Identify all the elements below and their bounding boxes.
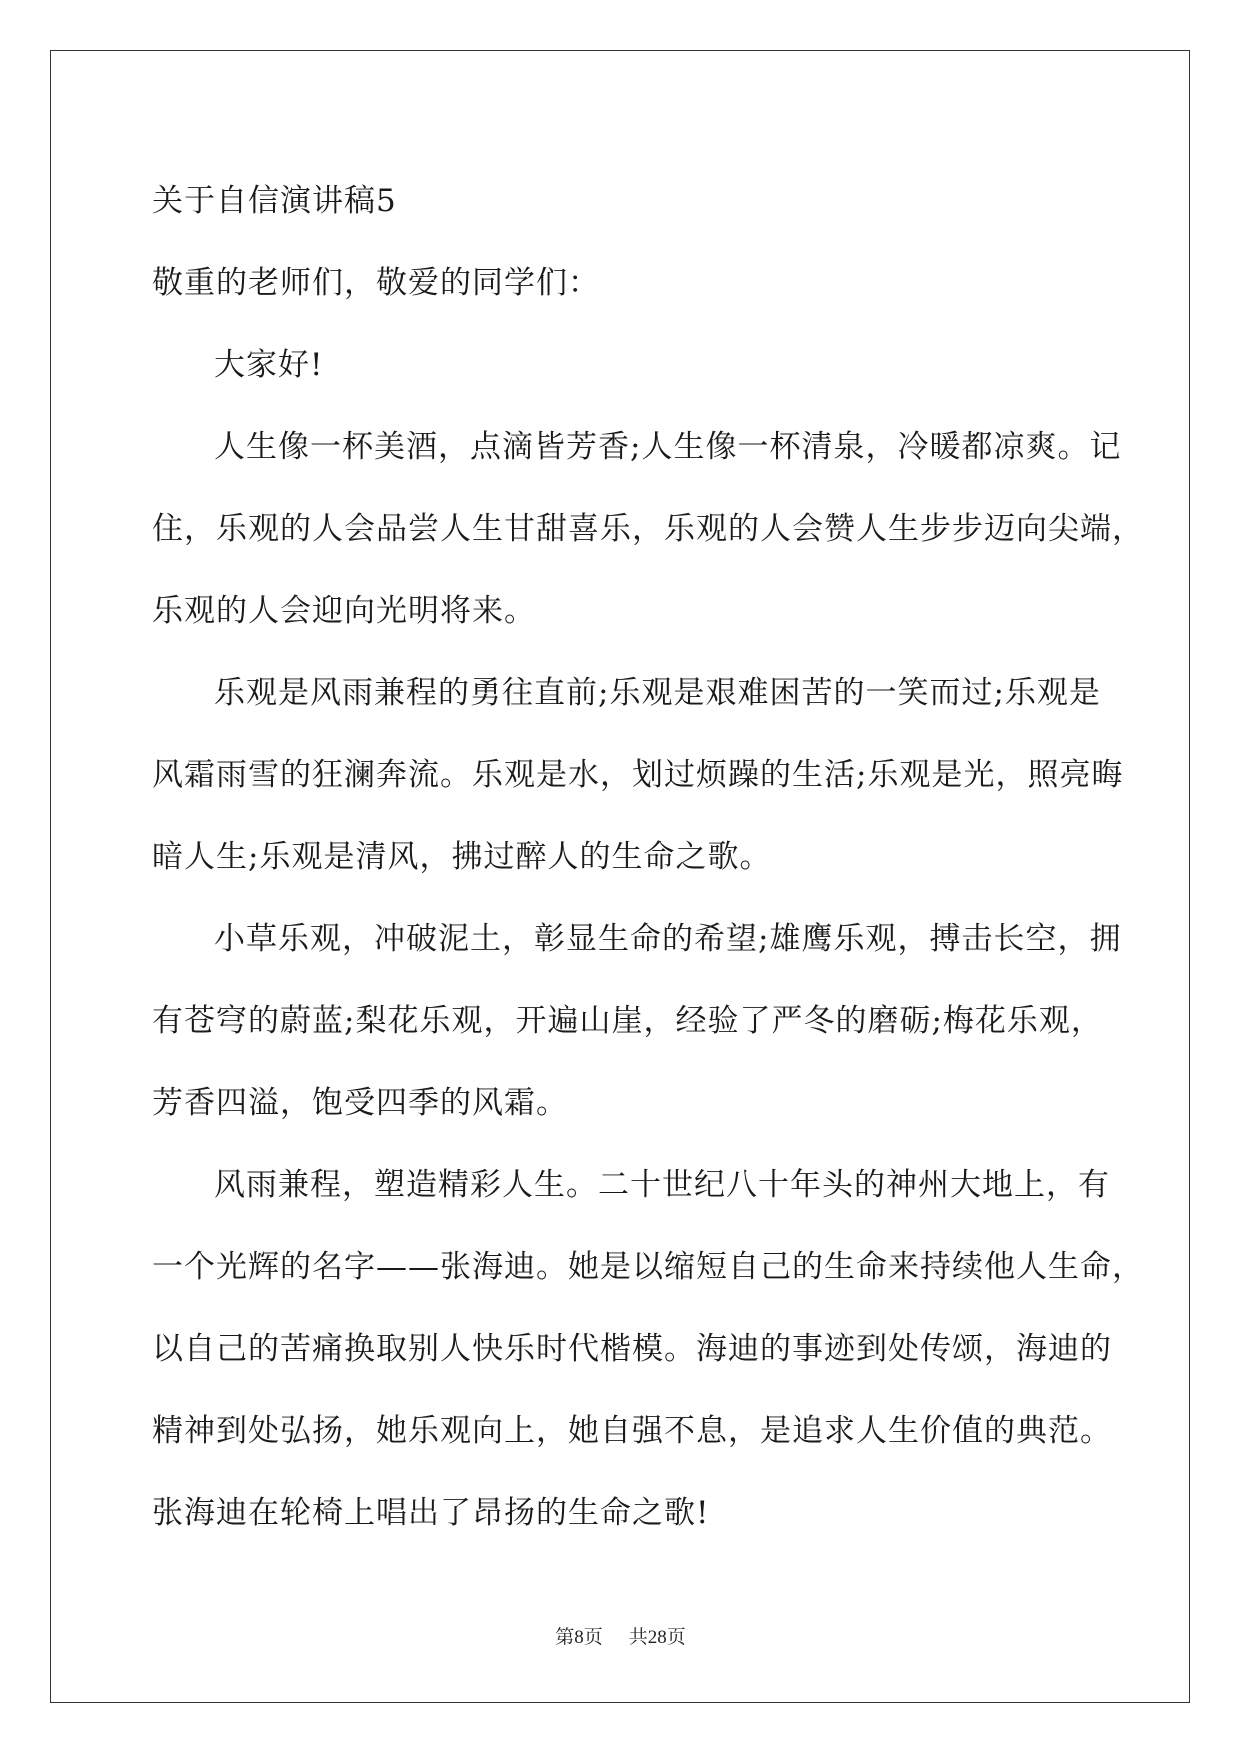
paragraph-line: 风雨兼程，塑造精彩人生。二十世纪八十年头的神州大地上，有: [214, 1167, 1110, 1203]
paragraph: [152, 1144, 1144, 1554]
paragraph-line: 乐观的人会迎向光明将来。: [152, 593, 536, 629]
paragraph-line: 暗人生;乐观是清风，拂过醉人的生命之歌。: [152, 839, 772, 875]
page-footer: [0, 1622, 1241, 1649]
paragraph-line: 住，乐观的人会品尝人生甘甜喜乐，乐观的人会赞人生步步迈向尖端，: [152, 511, 1144, 547]
page-total: 共28页: [628, 1627, 686, 1648]
document-body: [152, 160, 1144, 1554]
paragraph-line: 乐观是风雨兼程的勇往直前;乐观是艰难困苦的一笑而过;乐观是: [214, 675, 1101, 711]
paragraph-line: 张海迪在轮椅上唱出了昂扬的生命之歌!: [152, 1495, 710, 1531]
paragraph-line: 芳香四溢，饱受四季的风霜。: [152, 1085, 568, 1121]
paragraph-line: 以自己的苦痛换取别人快乐时代楷模。海迪的事迹到处传颂，海迪的: [152, 1331, 1112, 1367]
paragraph-line: 风霜雨雪的狂澜奔流。乐观是水，划过烦躁的生活;乐观是光，照亮晦: [152, 757, 1124, 793]
document-title: 关于自信演讲稿5: [152, 183, 397, 219]
page-number: 第8页: [555, 1627, 603, 1648]
paragraph: [152, 406, 1144, 652]
paragraph: [152, 898, 1122, 1144]
paragraph-line: 一个光辉的名字——张海迪。她是以缩短自己的生命来持续他人生命，: [152, 1249, 1144, 1285]
paragraph-line: 有苍穹的蔚蓝;梨花乐观，开遍山崖，经验了严冬的磨砺;梅花乐观，: [152, 1003, 1103, 1039]
salutation: 敬重的老师们，敬爱的同学们：: [152, 265, 600, 301]
greeting: 大家好!: [214, 347, 324, 383]
paragraph-line: 人生像一杯美酒，点滴皆芳香;人生像一杯清泉，冷暖都凉爽。记: [214, 429, 1122, 465]
paragraph-line: 小草乐观，冲破泥土，彰显生命的希望;雄鹰乐观，搏击长空，拥: [214, 921, 1122, 957]
paragraph-line: 精神到处弘扬，她乐观向上，她自强不息，是追求人生价值的典范。: [152, 1413, 1112, 1449]
paragraph: [152, 652, 1124, 898]
